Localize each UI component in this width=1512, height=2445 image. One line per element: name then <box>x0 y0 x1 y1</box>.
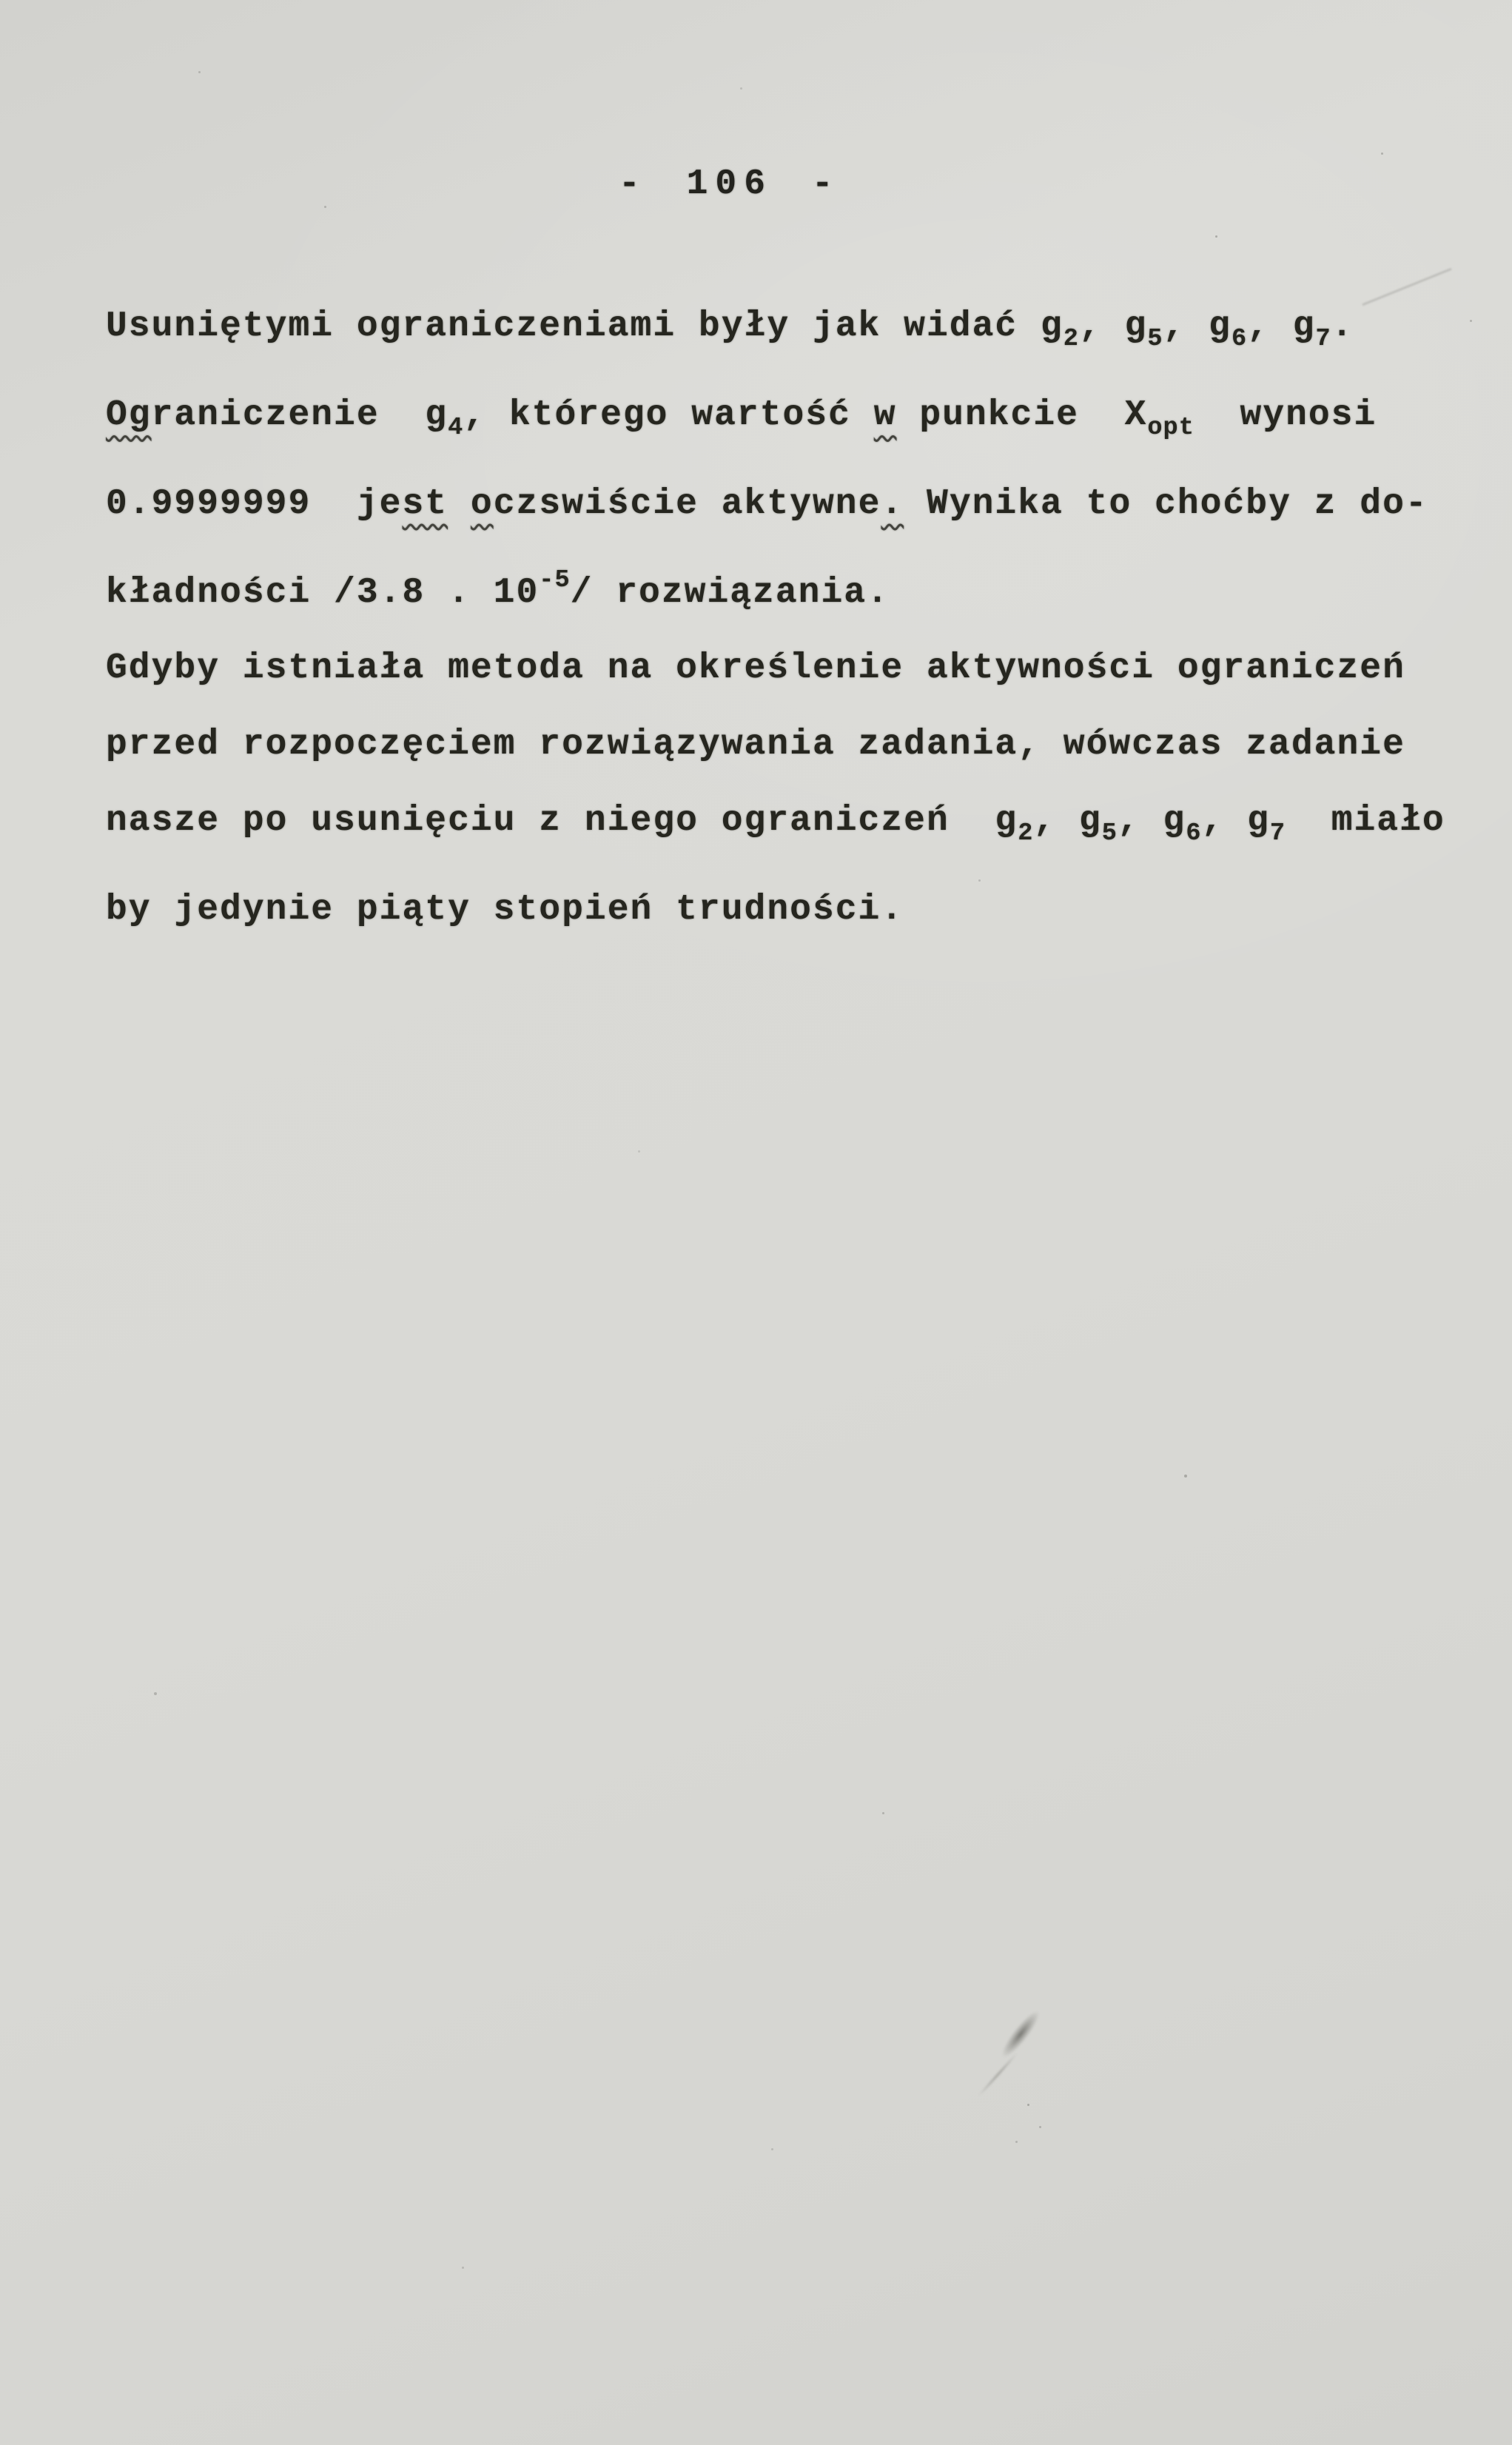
subscript: 5 <box>1147 324 1163 353</box>
paper-speckle <box>1027 2104 1029 2106</box>
subscript: 5 <box>1101 819 1118 848</box>
text-segment: , g <box>1033 801 1102 842</box>
text-segment: czswiście aktywne <box>493 483 881 524</box>
subscript: 7 <box>1269 819 1286 848</box>
text-segment: / rozwiązania. <box>570 572 890 613</box>
text-segment: , g <box>1247 306 1316 346</box>
text-segment: 0.9999999 je <box>106 483 403 524</box>
text-line <box>106 289 1497 378</box>
text-segment: Gdyby istniała metoda na określenie aktywności ograniczeń <box>106 648 1405 689</box>
text-segment: raniczenie g <box>151 395 448 435</box>
paper-speckle <box>771 2148 773 2150</box>
text-line <box>106 631 1497 707</box>
paragraph <box>106 289 1497 948</box>
subscript: 2 <box>1018 819 1034 848</box>
text-segment: , którego wartość <box>463 395 874 435</box>
paper-speckle <box>740 87 742 90</box>
text-segment: miało <box>1286 801 1445 842</box>
text-segment: przed rozpoczęciem rozwiązywania zadania, wówczas zadanie <box>106 725 1405 765</box>
text-segment: Usuniętymi ograniczeniami były jak widać g <box>106 306 1064 346</box>
paper-speckle <box>1215 235 1217 238</box>
paper-speckle <box>154 1692 157 1695</box>
text-line <box>106 466 1497 543</box>
text-segment: , g <box>1163 306 1232 346</box>
proof-mark-text: w <box>873 395 897 435</box>
text-segment: nasze po usunięciu z niego ograniczeń g <box>106 801 1018 842</box>
text-line <box>106 872 1497 948</box>
text-segment: , g <box>1117 801 1186 842</box>
paper-speckle <box>1039 2126 1041 2128</box>
text-segment: by jedynie piąty stopień trudności. <box>106 890 904 930</box>
text-segment: . <box>1331 306 1354 346</box>
subscript: 6 <box>1231 324 1248 353</box>
text-line <box>106 783 1497 872</box>
subscript: 4 <box>448 413 464 442</box>
paper-speckle <box>882 1812 884 1814</box>
text-segment: , g <box>1078 306 1148 346</box>
paper-speckle <box>462 2267 464 2269</box>
paper-speckle <box>1381 152 1383 155</box>
paper-speckle <box>638 1150 640 1153</box>
text-segment: , g <box>1201 801 1270 842</box>
proof-mark-text: st <box>402 483 448 524</box>
text-segment: Wynika to choćby z do- <box>904 483 1428 524</box>
text-segment: punkcie X <box>896 395 1148 435</box>
paper-speckle <box>324 206 326 208</box>
text-line <box>106 707 1497 783</box>
text-segment: wynosi <box>1194 395 1377 435</box>
paper-speckle <box>198 71 201 73</box>
subscript: opt <box>1147 413 1195 442</box>
text-line <box>106 378 1497 466</box>
proof-mark-text: o <box>470 483 494 524</box>
proof-mark-text: Og <box>106 395 152 435</box>
subscript: 7 <box>1315 324 1331 353</box>
paper-speckle <box>1184 1475 1187 1478</box>
proof-mark-text: . <box>881 483 904 524</box>
text-segment: kładności /3.8 . 10 <box>106 572 540 613</box>
text-line <box>106 543 1497 631</box>
paper-speckle <box>1015 2141 1018 2143</box>
superscript: -5 <box>539 566 571 594</box>
page-number: - 106 - <box>619 164 841 204</box>
subscript: 6 <box>1186 819 1202 848</box>
text-segment <box>448 484 471 524</box>
ink-smudge-tail <box>976 2051 1019 2098</box>
ink-smudge-mark <box>997 2007 1044 2062</box>
subscript: 2 <box>1063 324 1079 353</box>
